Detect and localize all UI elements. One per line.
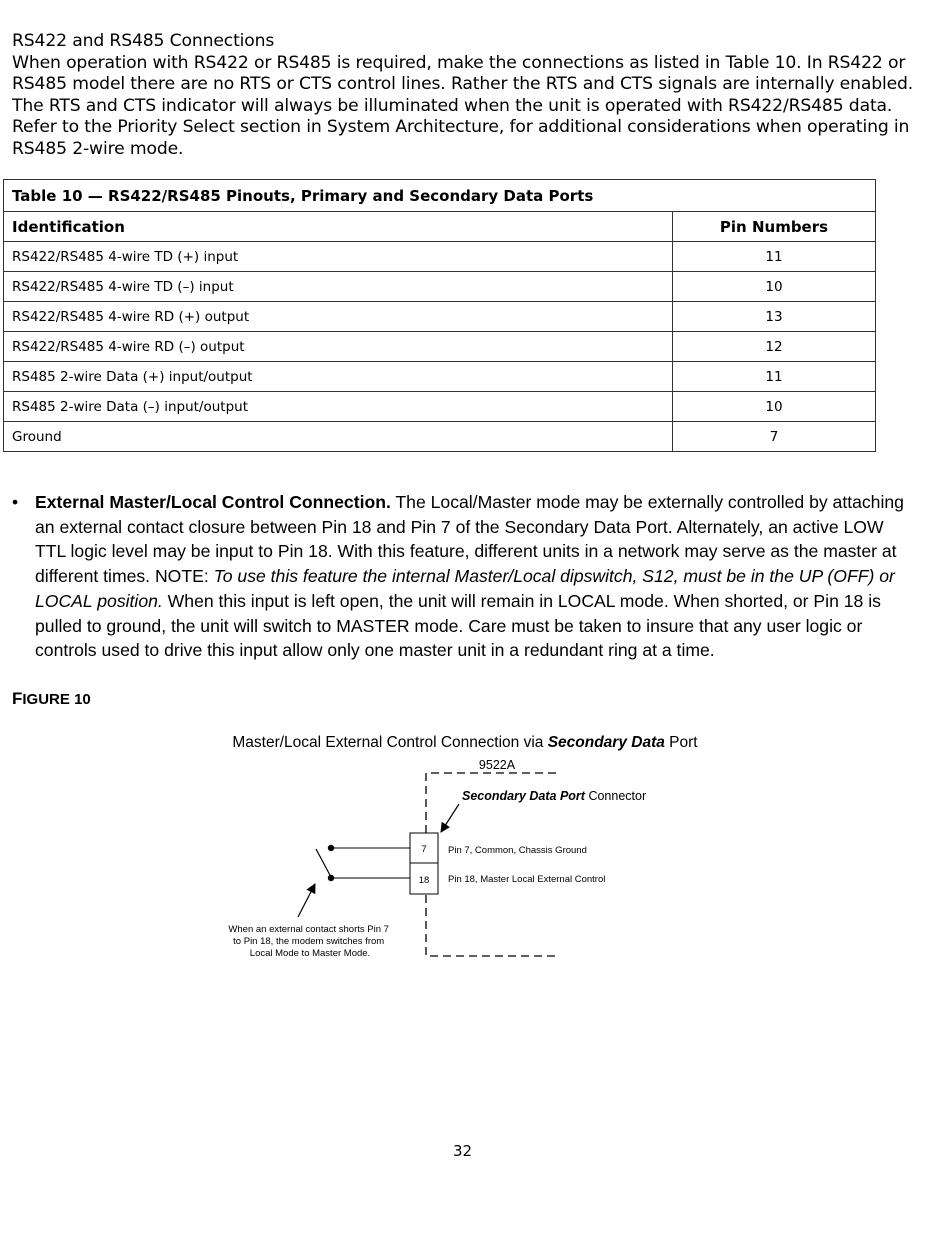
table-row <box>4 302 876 332</box>
column-header-identification: Identification <box>4 212 673 242</box>
pin-cell: 12 <box>673 332 876 362</box>
table-row <box>4 392 876 422</box>
column-header-pin-numbers: Pin Numbers <box>673 212 876 242</box>
page-number: 32 <box>452 1142 473 1160</box>
pin-cell: 13 <box>673 302 876 332</box>
pin-18-label: 18 <box>418 875 430 886</box>
bullet-point-icon: • <box>12 492 19 512</box>
identification-cell: RS422/RS485 4-wire TD (–) input <box>4 272 673 302</box>
intro-paragraph: When operation with RS422 or RS485 is required, make the connections as listed in Table 10. In RS422 or RS485 model there are no RTS or CTS control lines. Rather the RTS and CTS signals are internally enabled. The RTS and CTS indicator will always be illuminated when the unit is operated with RS422/RS485 data. Refer to the Priority Select section in System Architecture, for additional considerations when operating in RS485 2-wire mode. <box>12 52 914 159</box>
table-row <box>4 422 876 452</box>
intro-section <box>12 31 927 160</box>
contact-note: When an external contact shorts Pin 7 to Pin 18, the modem switches from Local Mode to Master Mode. <box>228 924 389 959</box>
pinout-table <box>3 179 876 452</box>
identification-cell: RS485 2-wire Data (+) input/output <box>4 362 673 392</box>
figure-label-rest: IGURE 10 <box>22 691 91 708</box>
bullet-text-part-2: When this input is left open, the unit will remain in LOCAL mode. When shorted, or Pin 18 is pulled to ground, the unit will switch to MASTER mode. Care must be taken to insure that any user logic or controls used to drive this input allow only one master unit in a redundant ring at a time. <box>35 590 881 661</box>
pin-18-description: Pin 18, Master Local External Control <box>448 874 606 885</box>
contact-terminal-top <box>328 845 334 851</box>
pin-cell: 10 <box>673 272 876 302</box>
table-row <box>4 242 876 272</box>
contact-switch <box>316 849 331 877</box>
table-row <box>4 362 876 392</box>
pin-7-label: 7 <box>421 844 427 855</box>
pin-cell: 11 <box>673 362 876 392</box>
identification-cell: Ground <box>4 422 673 452</box>
identification-cell: RS422/RS485 4-wire TD (+) input <box>4 242 673 272</box>
unit-label: 9522A <box>478 758 516 772</box>
diagram-title: Master/Local External Control Connection via Secondary Data Port <box>232 734 698 751</box>
pin-cell: 10 <box>673 392 876 422</box>
bullet-external-control <box>12 490 917 663</box>
identification-cell: RS485 2-wire Data (–) input/output <box>4 392 673 422</box>
figure-label <box>12 689 91 709</box>
connector-label: Secondary Data Port Connector <box>462 789 647 803</box>
connection-diagram <box>0 720 930 970</box>
pin-cell: 11 <box>673 242 876 272</box>
identification-cell: RS422/RS485 4-wire RD (–) output <box>4 332 673 362</box>
bullet-lead: External Master/Local Control Connection. <box>35 492 391 512</box>
table-caption: Table 10 — RS422/RS485 Pinouts, Primary and Secondary Data Ports <box>4 180 876 212</box>
bullet-text <box>35 490 917 663</box>
bullet-text-part-1: The Local/Master mode may be externally controlled by attaching an external contact closure between Pin 18 and Pin 7 of the Secondary Data Port. Alternately, an active LOW TTL logic level may be input to Pin 18. With this feature, different units in a network may serve as the master at different times. NOTE: <box>35 492 904 587</box>
table-row <box>4 272 876 302</box>
bullet-italic-note: To use this feature the internal Master/Local dipswitch, S12, must be in the UP (OFF) or LOCAL position. <box>35 566 895 611</box>
pin-7-description: Pin 7, Common, Chassis Ground <box>448 845 587 856</box>
section-heading: RS422 and RS485 Connections <box>12 31 275 51</box>
connector-arrow <box>441 804 459 832</box>
table-row <box>4 332 876 362</box>
figure-label-initial: F <box>12 689 23 708</box>
pin-cell: 7 <box>673 422 876 452</box>
note-arrow <box>298 884 315 917</box>
unit-enclosure-bottom <box>426 895 556 956</box>
identification-cell: RS422/RS485 4-wire RD (+) output <box>4 302 673 332</box>
